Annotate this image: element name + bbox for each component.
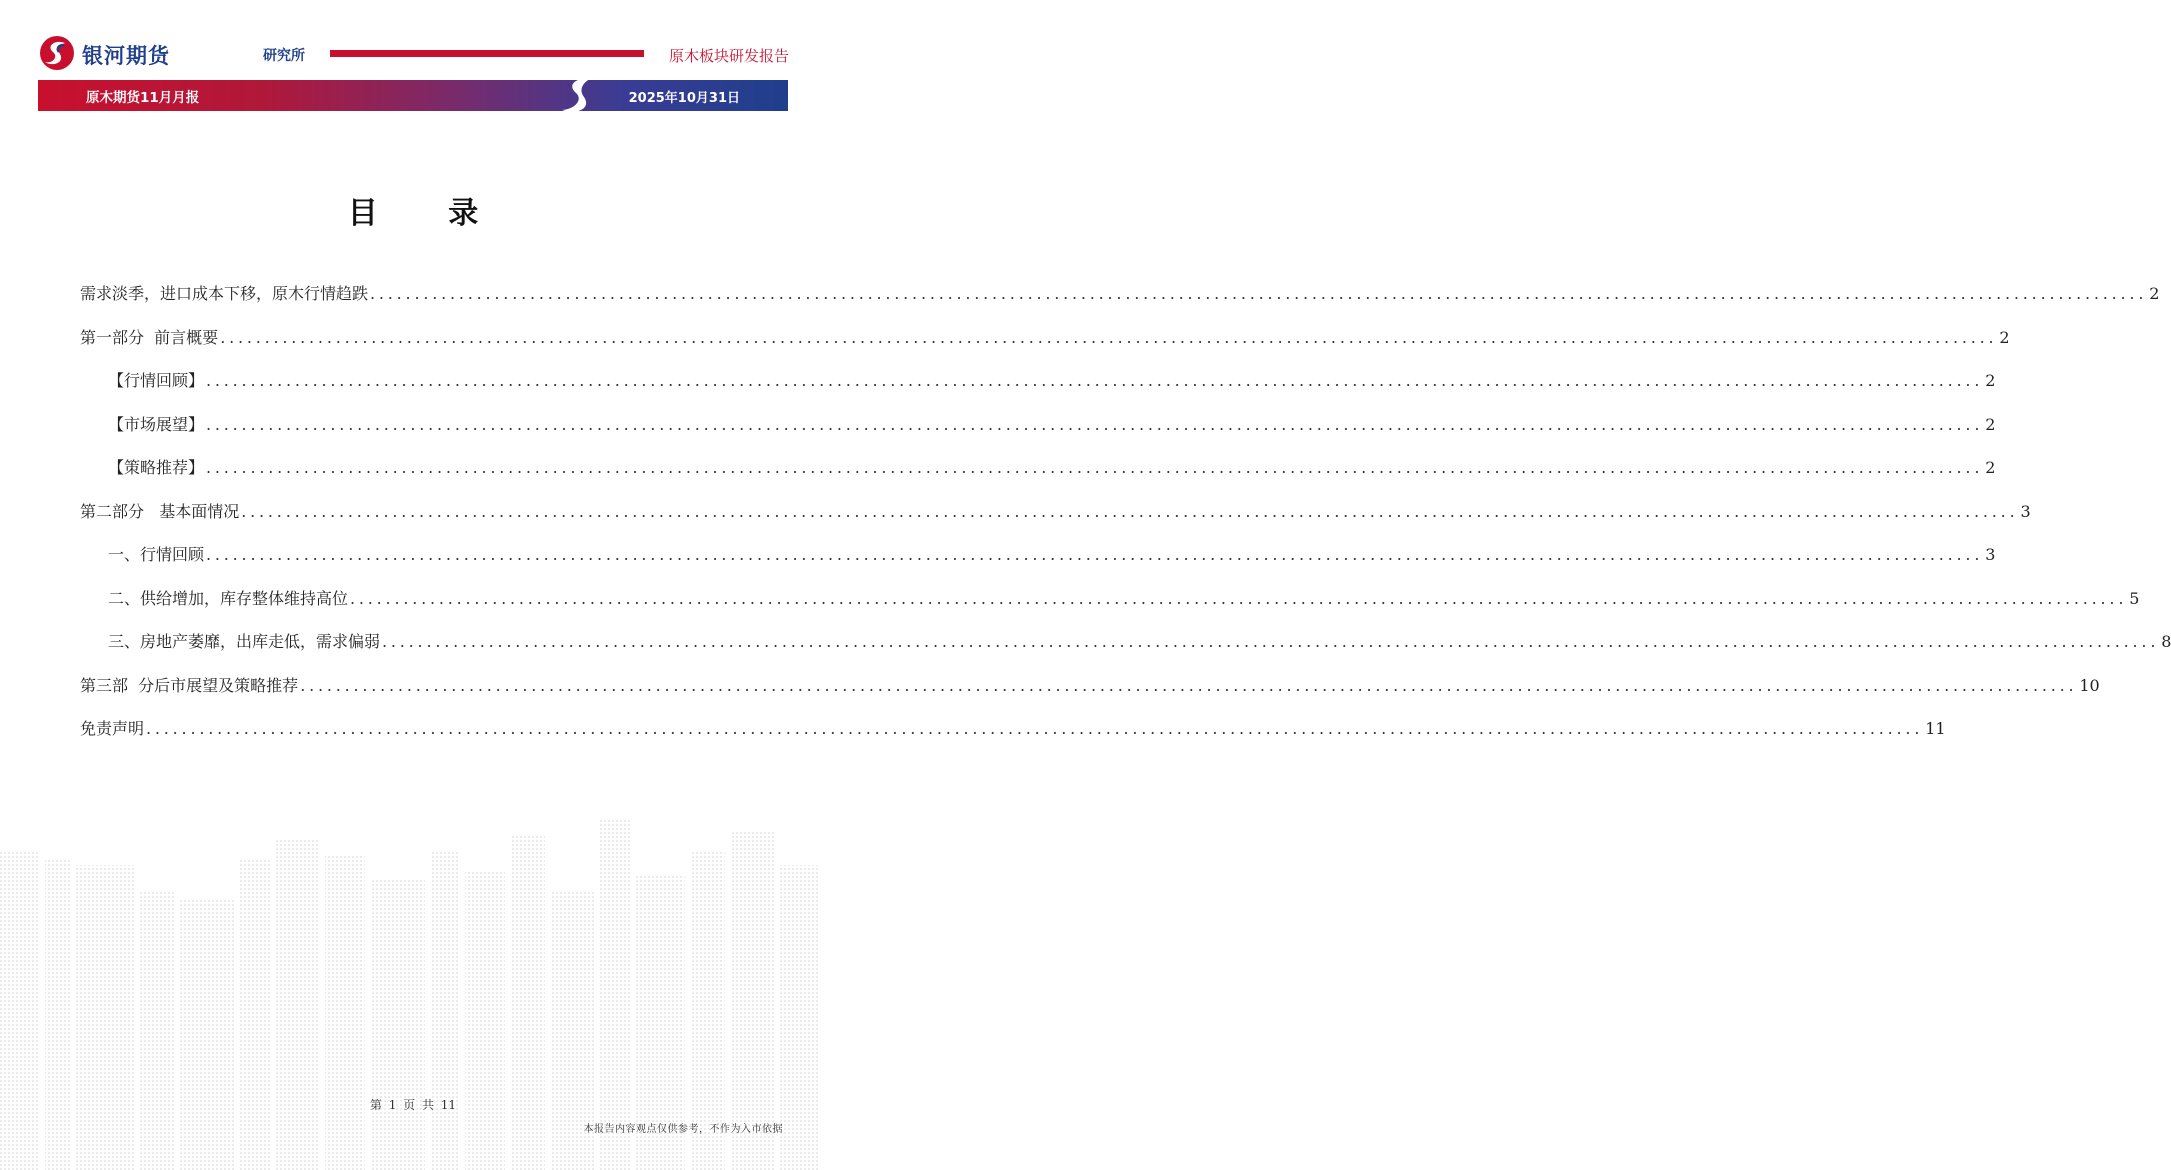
- department-label: 研究所: [263, 48, 305, 64]
- toc-entry-page: 8: [2161, 632, 2171, 651]
- toc-entry-title: 免责声明: [80, 719, 145, 738]
- toc-entry-title: 第一部分 前言概要: [80, 327, 219, 347]
- toc-entry-title: 第二部分 基本面情况: [80, 501, 240, 521]
- toc-entry-title: 【市场展望】: [108, 414, 205, 434]
- toc-entry[interactable]: [80, 327, 2010, 371]
- page-indicator: 第 1 页 共 11: [369, 1098, 457, 1112]
- toc-dot-leader: ........................................................................................................................................................................................................: [350, 588, 2128, 608]
- toc-title: 目 录: [347, 196, 509, 231]
- toc-entry-page: 5: [2129, 588, 2140, 608]
- toc-dot-leader: ........................................................................................................................................................................................................: [206, 545, 1984, 564]
- toc-entry-page: 2: [2149, 284, 2160, 303]
- toc-entry-page: 10: [2079, 675, 2100, 695]
- toc-entry[interactable]: [80, 457, 1996, 501]
- toc-dot-leader: ........................................................................................................................................................................................................: [220, 327, 1998, 347]
- toc-entry-title: 二、供给增加，库存整体维持高位: [108, 588, 349, 608]
- toc-entry[interactable]: [80, 588, 2140, 632]
- toc-dot-leader: ........................................................................................................................................................................................................: [206, 371, 1984, 390]
- city-skyline-watermark: [0, 820, 826, 1170]
- toc-entry-page: 3: [1985, 545, 1996, 564]
- toc-dot-leader: ........................................................................................................................................................................................................: [241, 501, 2019, 521]
- toc-entry-page: 11: [1925, 719, 1946, 738]
- company-logo: [38, 34, 188, 74]
- toc-entry-page: 2: [1999, 327, 2010, 347]
- toc-dot-leader: ........................................................................................................................................................................................................: [382, 632, 2160, 651]
- toc-entry[interactable]: [80, 631, 2171, 675]
- report-date: 2025年10月31日: [628, 91, 740, 106]
- toc-dot-leader: ........................................................................................................................................................................................................: [370, 284, 2148, 303]
- toc-entry-title: 【策略推荐】: [108, 458, 205, 477]
- header-rule: [330, 50, 644, 57]
- toc-entry[interactable]: [80, 283, 2160, 327]
- toc-entry-title: 【行情回顾】: [108, 371, 205, 390]
- toc-entry[interactable]: [80, 501, 2031, 545]
- toc-entry-page: 3: [2020, 501, 2031, 521]
- toc-entry[interactable]: [80, 675, 2100, 719]
- toc-entry[interactable]: [80, 414, 1996, 458]
- disclaimer-text: 本报告内容观点仅供参考，不作为入市依据: [583, 1124, 783, 1135]
- toc-dot-leader: ........................................................................................................................................................................................................: [146, 719, 1924, 738]
- header-banner: [38, 80, 788, 111]
- toc-entry-page: 2: [1985, 414, 1996, 434]
- toc-entry-title: 第三部 分后市展望及策略推荐: [80, 675, 299, 695]
- toc-entry[interactable]: [80, 544, 1996, 588]
- toc-entry[interactable]: [80, 718, 1946, 762]
- report-name: 原木期货11月月报: [86, 90, 200, 106]
- company-name: 银河期货: [82, 44, 170, 68]
- galaxy-s-logo-icon: [38, 34, 76, 72]
- toc-entry-page: 2: [1985, 458, 1996, 477]
- table-of-contents: [80, 283, 2171, 762]
- s-swoosh-icon: [556, 76, 600, 116]
- toc-entry[interactable]: [80, 370, 1996, 414]
- toc-entry-title: 一、行情回顾: [108, 545, 205, 564]
- toc-dot-leader: ........................................................................................................................................................................................................: [206, 458, 1984, 477]
- toc-dot-leader: ........................................................................................................................................................................................................: [206, 414, 1984, 434]
- toc-entry-page: 2: [1985, 371, 1996, 390]
- toc-entry-title: 三、房地产萎靡，出库走低，需求偏弱: [108, 632, 381, 651]
- toc-dot-leader: ........................................................................................................................................................................................................: [300, 675, 2078, 695]
- toc-entry-title: 需求淡季，进口成本下移，原木行情趋跌: [80, 284, 369, 303]
- report-category: 原木板块研发报告: [668, 47, 789, 65]
